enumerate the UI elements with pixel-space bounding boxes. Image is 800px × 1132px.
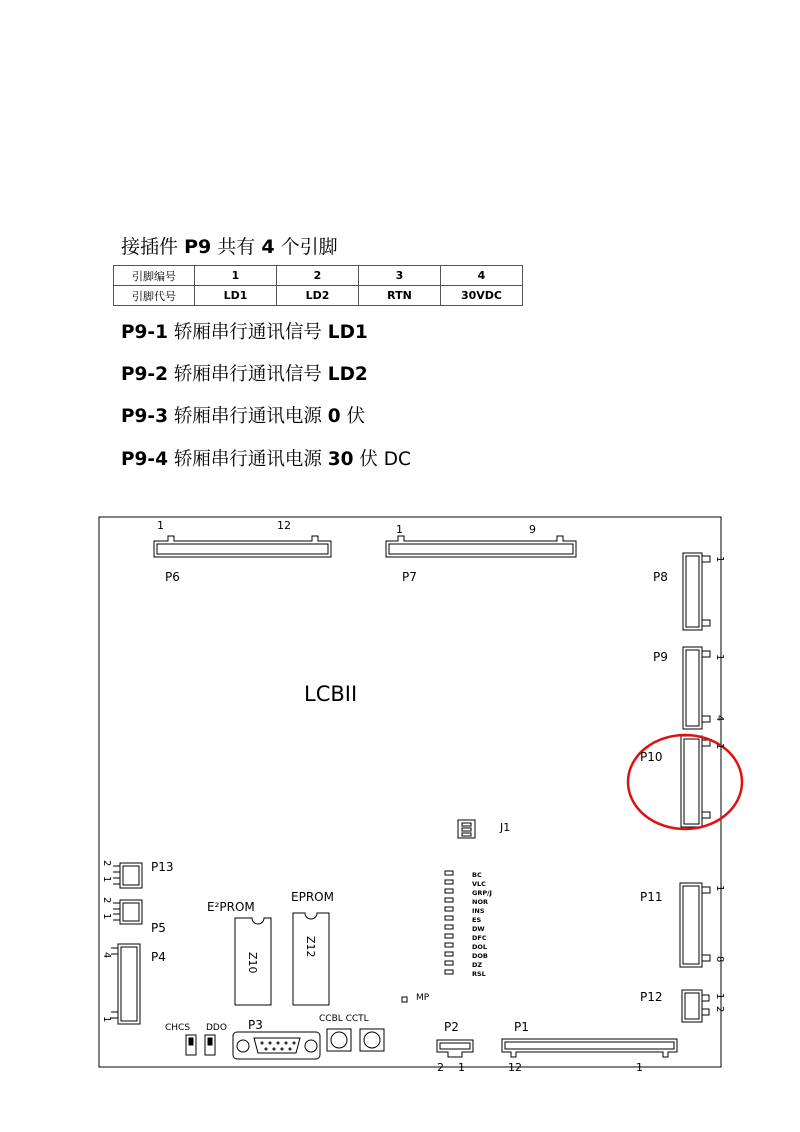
p5-label: P5 [151, 921, 166, 935]
p11-connector [680, 883, 710, 967]
p5-pin-label: 1 [101, 913, 112, 920]
heading-count: 4 [261, 236, 275, 258]
p6-pin-start-label: 1 [157, 519, 164, 532]
p4-connector [111, 944, 140, 1024]
p11-pin-start-label: 1 [714, 885, 725, 892]
led-label: DOL [472, 943, 488, 951]
p12-connector [682, 990, 709, 1022]
p12-label: P12 [640, 990, 663, 1004]
led-label: INS [472, 907, 485, 915]
p7-connector [386, 536, 576, 557]
mp-label: MP [416, 993, 430, 1003]
p12-pin-start-label: 1 [714, 993, 725, 1000]
heading-middle: 共有 [217, 236, 256, 258]
chcs-label: CHCS [165, 1023, 191, 1033]
z12-chip [293, 913, 329, 1005]
p12-pin-end-label: 2 [714, 1006, 725, 1013]
pin-number-cell: 4 [441, 266, 523, 286]
pin-id: P9-3 [121, 406, 168, 427]
p11-pin-end-label: 8 [714, 956, 725, 963]
p2-pin-label: 1 [458, 1061, 465, 1074]
led-label: DOB [472, 952, 488, 960]
j1-pin [462, 833, 471, 836]
pin-value: LD1 [327, 322, 368, 343]
p3-pin [277, 1042, 279, 1044]
pin-unit: 伏 [346, 406, 366, 427]
pin-code-cell: LD2 [277, 286, 359, 306]
heading-suffix: 个引脚 [280, 236, 338, 258]
pin-id: P9-4 [121, 449, 168, 470]
p13-pin-label: 2 [101, 860, 112, 867]
board-title: LCBII [304, 682, 358, 706]
p3-pin [265, 1048, 267, 1050]
p1-pin-start-label: 12 [508, 1061, 522, 1074]
j1-pin [462, 828, 471, 831]
p7-pin-start-label: 1 [396, 523, 403, 536]
p3-pin [269, 1042, 271, 1044]
p6-connector [154, 536, 331, 557]
pin-text: 轿厢串行通讯信号 [173, 364, 322, 385]
p13-pin-label: 1 [101, 876, 112, 883]
p3-pin [273, 1048, 275, 1050]
p4-pin-start-label: 4 [101, 952, 112, 959]
pin-code-cell: RTN [359, 286, 441, 306]
p3-mount-hole [237, 1040, 249, 1052]
p1-label: P1 [514, 1020, 529, 1034]
p3-pin [293, 1042, 295, 1044]
p10-connector [681, 736, 710, 827]
p1-connector [502, 1039, 677, 1057]
e2prom-label: E²PROM [207, 900, 255, 914]
p2-connector [437, 1040, 473, 1057]
p3-pin [281, 1048, 283, 1050]
pin-text: 轿厢串行通讯电源 [173, 449, 322, 470]
p9-connector [683, 647, 710, 729]
ccbl-cctl-label: CCBL CCTL [319, 1014, 369, 1024]
j1-label: J1 [500, 821, 511, 834]
p13-label: P13 [151, 860, 174, 874]
p10-pin-start-label: 1 [714, 743, 725, 750]
p9-pin-start-label: 1 [714, 654, 725, 661]
led-label: NOR [472, 898, 488, 906]
p5-pin-label: 2 [101, 897, 112, 904]
z10-label: Z10 [246, 952, 259, 974]
p3-pin [289, 1048, 291, 1050]
p10-label: P10 [640, 750, 663, 764]
p7-pin-end-label: 9 [529, 523, 536, 536]
led-label: DZ [472, 961, 483, 969]
p6-pin-end-label: 12 [277, 519, 291, 532]
p4-pin-end-label: 1 [101, 1016, 112, 1023]
pin-id: P9-1 [121, 322, 168, 343]
p3-dsub-shell [254, 1038, 300, 1053]
heading-prefix: 接插件 [121, 236, 179, 258]
pin-code-cell: LD1 [195, 286, 277, 306]
pin-value: 0 [327, 406, 341, 427]
pin-code-cell: 30VDC [441, 286, 523, 306]
led-label-column [472, 871, 492, 978]
mp-test-point [402, 997, 407, 1002]
p7-label: P7 [402, 570, 417, 584]
pin-code-header: 引脚代号 [114, 286, 195, 306]
led-label: ES [472, 916, 482, 924]
p6-label: P6 [165, 570, 180, 584]
chcs-switch-knob [189, 1038, 193, 1045]
p3-label: P3 [248, 1018, 263, 1032]
pin-text: 轿厢串行通讯信号 [173, 322, 322, 343]
pin-id: P9-2 [121, 364, 168, 385]
p1-pin-end-label: 1 [636, 1061, 643, 1074]
pin-value: 30 [327, 449, 354, 470]
p4-label: P4 [151, 950, 166, 964]
p5-connector [113, 900, 142, 924]
ddo-label: DDO [206, 1023, 227, 1033]
led-label: VLC [472, 880, 486, 888]
led-label: DFC [472, 934, 487, 942]
pin-number-header: 引脚编号 [114, 266, 195, 286]
board-outline [99, 517, 721, 1067]
p11-label: P11 [640, 890, 663, 904]
j1-pin [462, 823, 471, 826]
pin-number-cell: 3 [359, 266, 441, 286]
p3-mount-hole [305, 1040, 317, 1052]
p3-pin [261, 1042, 263, 1044]
pin-text: 轿厢串行通讯电源 [173, 406, 322, 427]
p2-label: P2 [444, 1020, 459, 1034]
led-label: BC [472, 871, 482, 879]
led-indicator-column [445, 871, 453, 974]
p8-pin-start-label: 1 [714, 556, 725, 563]
pin-number-cell: 1 [195, 266, 277, 286]
ddo-switch-knob [208, 1038, 212, 1045]
led-label: DW [472, 925, 485, 933]
eprom-label: EPROM [291, 890, 334, 904]
led-label: RSL [472, 970, 486, 978]
p3-connector [233, 1032, 320, 1059]
p8-label: P8 [653, 570, 668, 584]
z12-label: Z12 [304, 936, 317, 958]
p2-pin-label: 2 [437, 1061, 444, 1074]
pin-number-cell: 2 [277, 266, 359, 286]
cctl-button-cap [364, 1032, 380, 1048]
ccbl-button-cap [331, 1032, 347, 1048]
pin-unit: 伏 DC [359, 449, 411, 470]
heading-connector: P9 [184, 236, 212, 258]
p3-pin [285, 1042, 287, 1044]
p13-connector [113, 863, 142, 888]
pin-value: LD2 [327, 364, 368, 385]
p8-connector [683, 553, 710, 630]
p9-label: P9 [653, 650, 668, 664]
p9-pin-end-label: 4 [714, 715, 725, 722]
led-label: GRP/J [472, 889, 492, 897]
